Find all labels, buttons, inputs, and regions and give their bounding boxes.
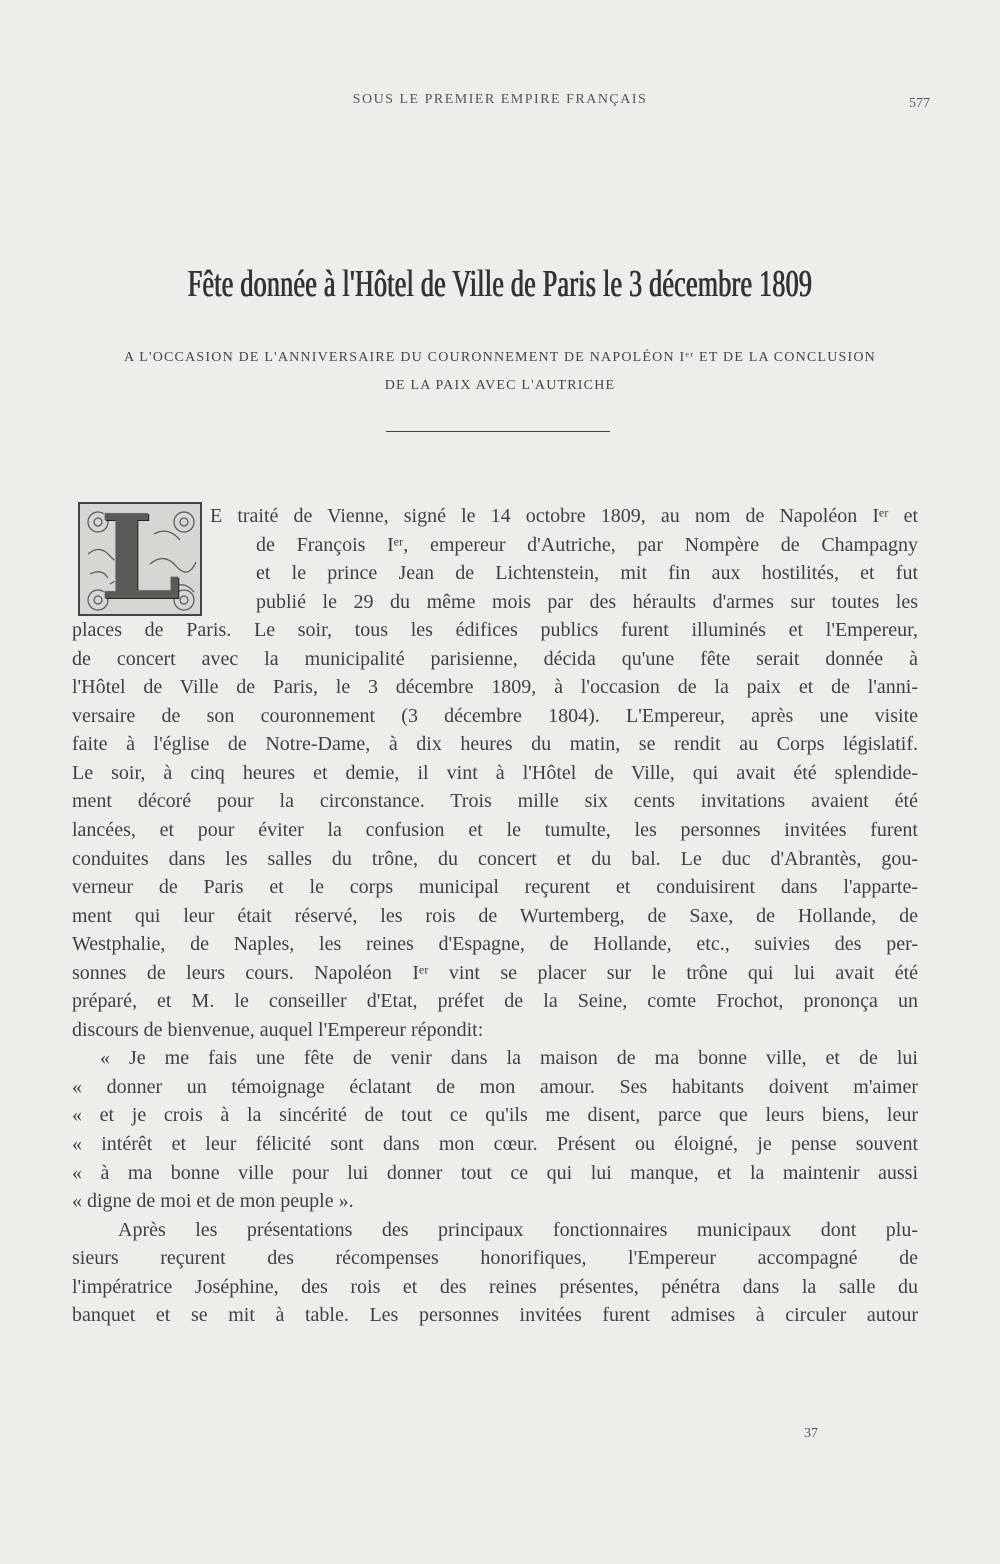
text-line: de François Iᵉʳ, empereur d'Autriche, par Nompère de Champagny [256,533,918,556]
text-line: conduites dans les salles du trône, du concert et du bal. Le duc d'Abrantès, gou- [72,847,918,870]
text-line: faite à l'église de Notre-Dame, à dix heures du matin, se rendit au Corps législatif. [72,733,918,756]
text-line: verneur de Paris et le corps municipal reçurent et conduisirent dans l'apparte- [72,876,918,899]
article-subtitle [70,344,930,400]
article-title: Fête donnée à l'Hôtel de Ville de Paris le 3 décembre 1809 [187,263,813,305]
text-line: publié le 29 du même mois par des héraults d'armes sur toutes les [256,590,918,613]
text-line: discours de bienvenue, auquel l'Empereur répondit: [72,1018,484,1041]
text-line: places de Paris. Le soir, tous les édifices publics furent illuminés et l'Empereur, [72,619,918,642]
ornamental-initial [78,502,202,616]
text-line: l'Hôtel de Ville de Paris, le 3 décembre 1809, à l'occasion de la paix et de l'anni- [72,676,918,699]
dropcap-letter: L [99,502,181,616]
running-head [0,92,1000,116]
text-line: de concert avec la municipalité parisienne, décida qu'une fête serait donnée à [72,647,918,670]
signature-mark: 37 [804,1426,818,1441]
quote-line: « et je crois à la sincérité de tout ce qu'ils me disent, parce que leurs biens, leur [72,1104,918,1127]
text-line: Le soir, à cinq heures et demie, il vint à l'Hôtel de Ville, qui avait été splendide- [72,761,918,784]
text-line: préparé, et M. le conseiller d'Etat, préfet de la Seine, comte Frochot, prononça un [72,990,918,1013]
text-line: sonnes de leurs cours. Napoléon Iᵉʳ vint se placer sur le trône qui lui avait été [72,961,918,984]
text-line: sieurs reçurent des récompenses honorifiques, l'Empereur accompagné de [72,1247,918,1270]
subtitle-line-1: A L'OCCASION DE L'ANNIVERSAIRE DU COURONNEMENT DE NAPOLÉON Iᵉʳ ET DE LA CONCLUSION [124,350,876,365]
running-title: SOUS LE PREMIER EMPIRE FRANÇAIS [352,92,648,107]
opening-paragraph-head [72,502,918,616]
quote-line: « intérêt et leur félicité sont dans mon cœur. Présent ou éloigné, je pense souvent [72,1133,918,1156]
title-divider [386,431,610,432]
text-line: Westphalie, de Naples, les reines d'Espagne, de Hollande, etc., suivies des per- [72,933,918,956]
quote-line: « à ma bonne ville pour lui donner tout ce qui lui manque, et la maintenir aussi [72,1161,918,1184]
text-line: ment qui leur était réservé, les rois de Wurtemberg, de Saxe, de Hollande, de [72,904,918,927]
text-line: ment décoré pour la circonstance. Trois mille six cents invitations avaient été [72,790,918,813]
text-line: et le prince Jean de Lichtenstein, mit fin aux hostilités, et fut [256,562,918,585]
quote-line: « donner un témoignage éclatant de mon amour. Ses habitants doivent m'aimer [72,1075,918,1098]
quote-line: « Je me fais une fête de venir dans la maison de ma bonne ville, et de lui [100,1047,918,1070]
text-line: l'impératrice Joséphine, des rois et des reines présentes, pénétra dans la salle du [72,1275,918,1298]
page-number: 577 [909,96,930,111]
quote-line: « digne de moi et de mon peuple ». [72,1190,354,1213]
text-line: versaire de son couronnement (3 décembre 1804). L'Empereur, après une visite [72,704,918,727]
text-line: banquet et se mit à table. Les personnes invitées furent admises à circuler autour [72,1304,918,1327]
text-line: Après les présentations des principaux fonctionnaires municipaux dont plu- [118,1218,918,1241]
text-line: lancées, et pour éviter la confusion et le tumulte, les personnes invitées furent [72,819,918,842]
body-text [72,502,918,1330]
dropcap-lines [210,502,918,616]
subtitle-line-2: DE LA PAIX AVEC L'AUTRICHE [384,378,616,393]
text-line: E traité de Vienne, signé le 14 octobre 1809, au nom de Napoléon Iᵉʳ et [210,505,918,527]
